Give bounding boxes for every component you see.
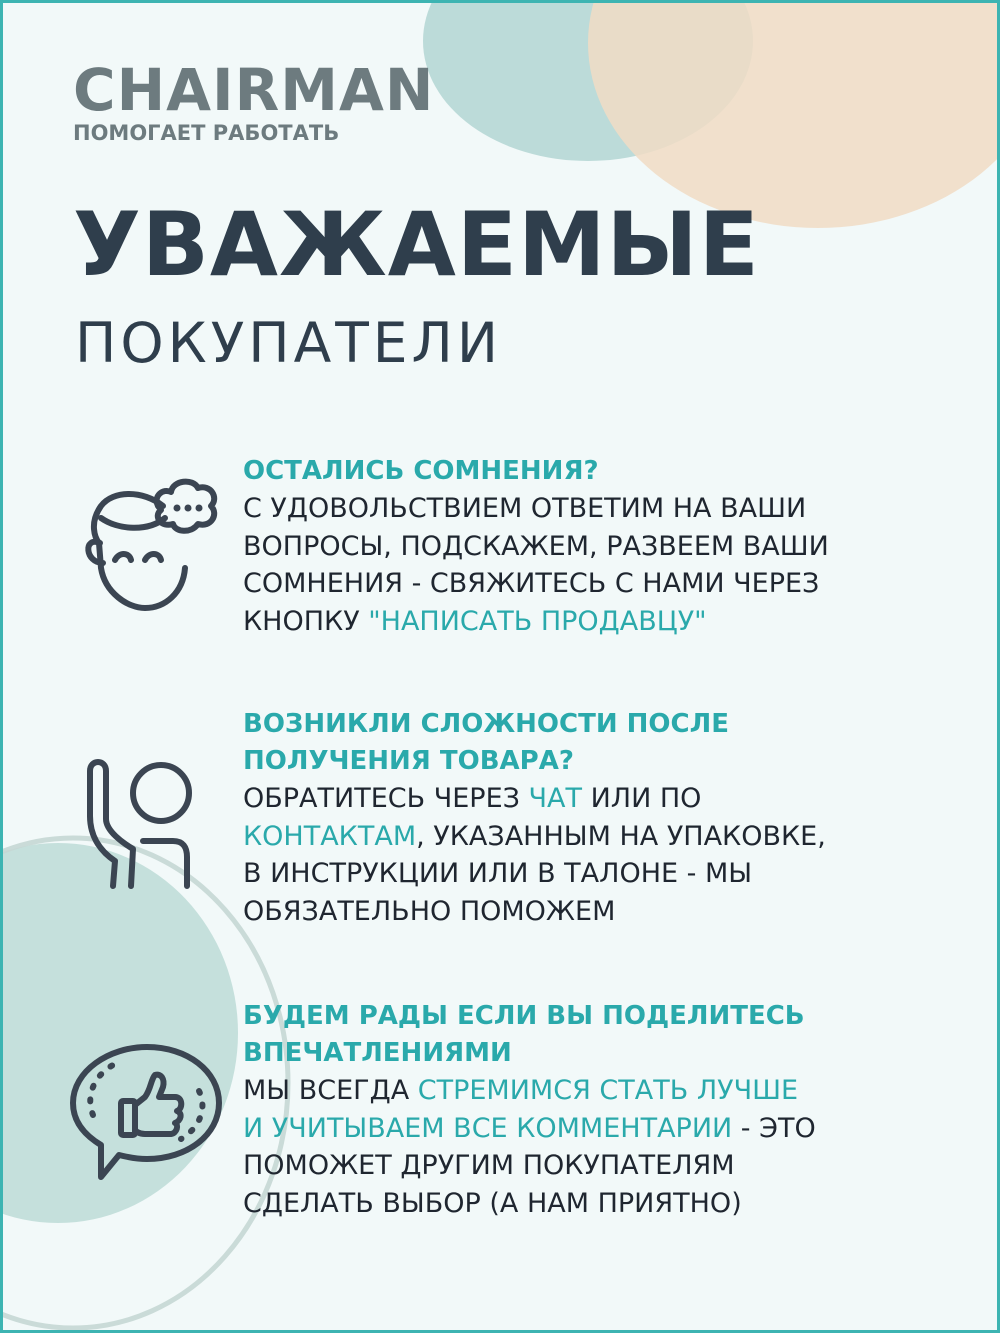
body-text: - ЭТО bbox=[732, 1112, 816, 1144]
body-text: ОБЯЗАТЕЛЬНО ПОМОЖЕМ bbox=[243, 895, 616, 927]
thinking-person-icon bbox=[73, 468, 223, 618]
info-block-feedback bbox=[243, 998, 963, 1222]
brand-tagline: ПОМОГАЕТ РАБОТАТЬ bbox=[73, 121, 340, 145]
text-line bbox=[243, 855, 963, 893]
brand-logo bbox=[73, 56, 435, 145]
highlight-text: КОНТАКТАМ bbox=[243, 820, 417, 852]
block-text bbox=[243, 780, 963, 930]
text-line bbox=[243, 528, 963, 566]
block-heading: БУДЕМ РАДЫ ЕСЛИ ВЫ ПОДЕЛИТЕСЬ ВПЕЧАТЛЕНИЯМИ bbox=[243, 1001, 805, 1068]
highlight-text: СТРЕМИМСЯ СТАТЬ ЛУЧШЕ bbox=[417, 1075, 799, 1106]
page-title: УВАЖАЕМЫЕ bbox=[73, 193, 760, 296]
brand-name: CHAIRMAN bbox=[73, 56, 435, 124]
block-heading: ОСТАЛИСЬ СОМНЕНИЯ? bbox=[243, 456, 599, 486]
block-heading: ВОЗНИКЛИ СЛОЖНОСТИ ПОСЛЕ ПОЛУЧЕНИЯ ТОВАРА? bbox=[243, 709, 729, 776]
block-text bbox=[243, 490, 963, 640]
highlight-text: И УЧИТЫВАЕМ ВСЕ КОММЕНТАРИИ bbox=[243, 1112, 733, 1144]
text-line bbox=[243, 1110, 963, 1148]
info-block-problems bbox=[243, 706, 963, 930]
text-line bbox=[243, 893, 963, 931]
body-text: СДЕЛАТЬ ВЫБОР (А НАМ ПРИЯТНО) bbox=[243, 1187, 742, 1219]
info-block-doubts bbox=[243, 453, 963, 640]
body-text: ОБРАТИТЕСЬ ЧЕРЕЗ bbox=[243, 783, 529, 814]
text-line bbox=[243, 1147, 963, 1185]
body-text: , УКАЗАННЫМ НА УПАКОВКЕ, bbox=[416, 820, 826, 852]
raised-hand-person-icon bbox=[73, 741, 223, 891]
text-line bbox=[243, 603, 963, 641]
block-text bbox=[243, 1072, 963, 1222]
body-text: ПОМОЖЕТ ДРУГИМ ПОКУПАТЕЛЯМ bbox=[243, 1150, 735, 1181]
text-line bbox=[243, 818, 963, 856]
text-line bbox=[243, 1072, 963, 1110]
body-text: МЫ ВСЕГДА bbox=[243, 1075, 418, 1106]
text-line bbox=[243, 780, 963, 818]
page-subtitle: ПОКУПАТЕЛИ bbox=[75, 311, 503, 375]
body-text: В ИНСТРУКЦИИ ИЛИ В ТАЛОНЕ - МЫ bbox=[243, 858, 753, 889]
body-text: КНОПКУ bbox=[243, 605, 369, 637]
body-text: СОМНЕНИЯ - СВЯЖИТЕСЬ С НАМИ ЧЕРЕЗ bbox=[243, 568, 820, 599]
text-line bbox=[243, 1185, 963, 1223]
highlight-text: ЧАТ bbox=[528, 783, 583, 814]
body-text: С УДОВОЛЬСТВИЕМ ОТВЕТИМ НА ВАШИ bbox=[243, 493, 807, 524]
text-line bbox=[243, 565, 963, 603]
body-text: ИЛИ ПО bbox=[582, 783, 702, 814]
thumbs-up-speech-bubble-icon bbox=[69, 1033, 224, 1183]
body-text: ВОПРОСЫ, ПОДСКАЖЕМ, РАЗВЕЕМ ВАШИ bbox=[243, 530, 829, 562]
text-line bbox=[243, 490, 963, 528]
highlight-text: "НАПИСАТЬ ПРОДАВЦУ" bbox=[368, 605, 707, 637]
